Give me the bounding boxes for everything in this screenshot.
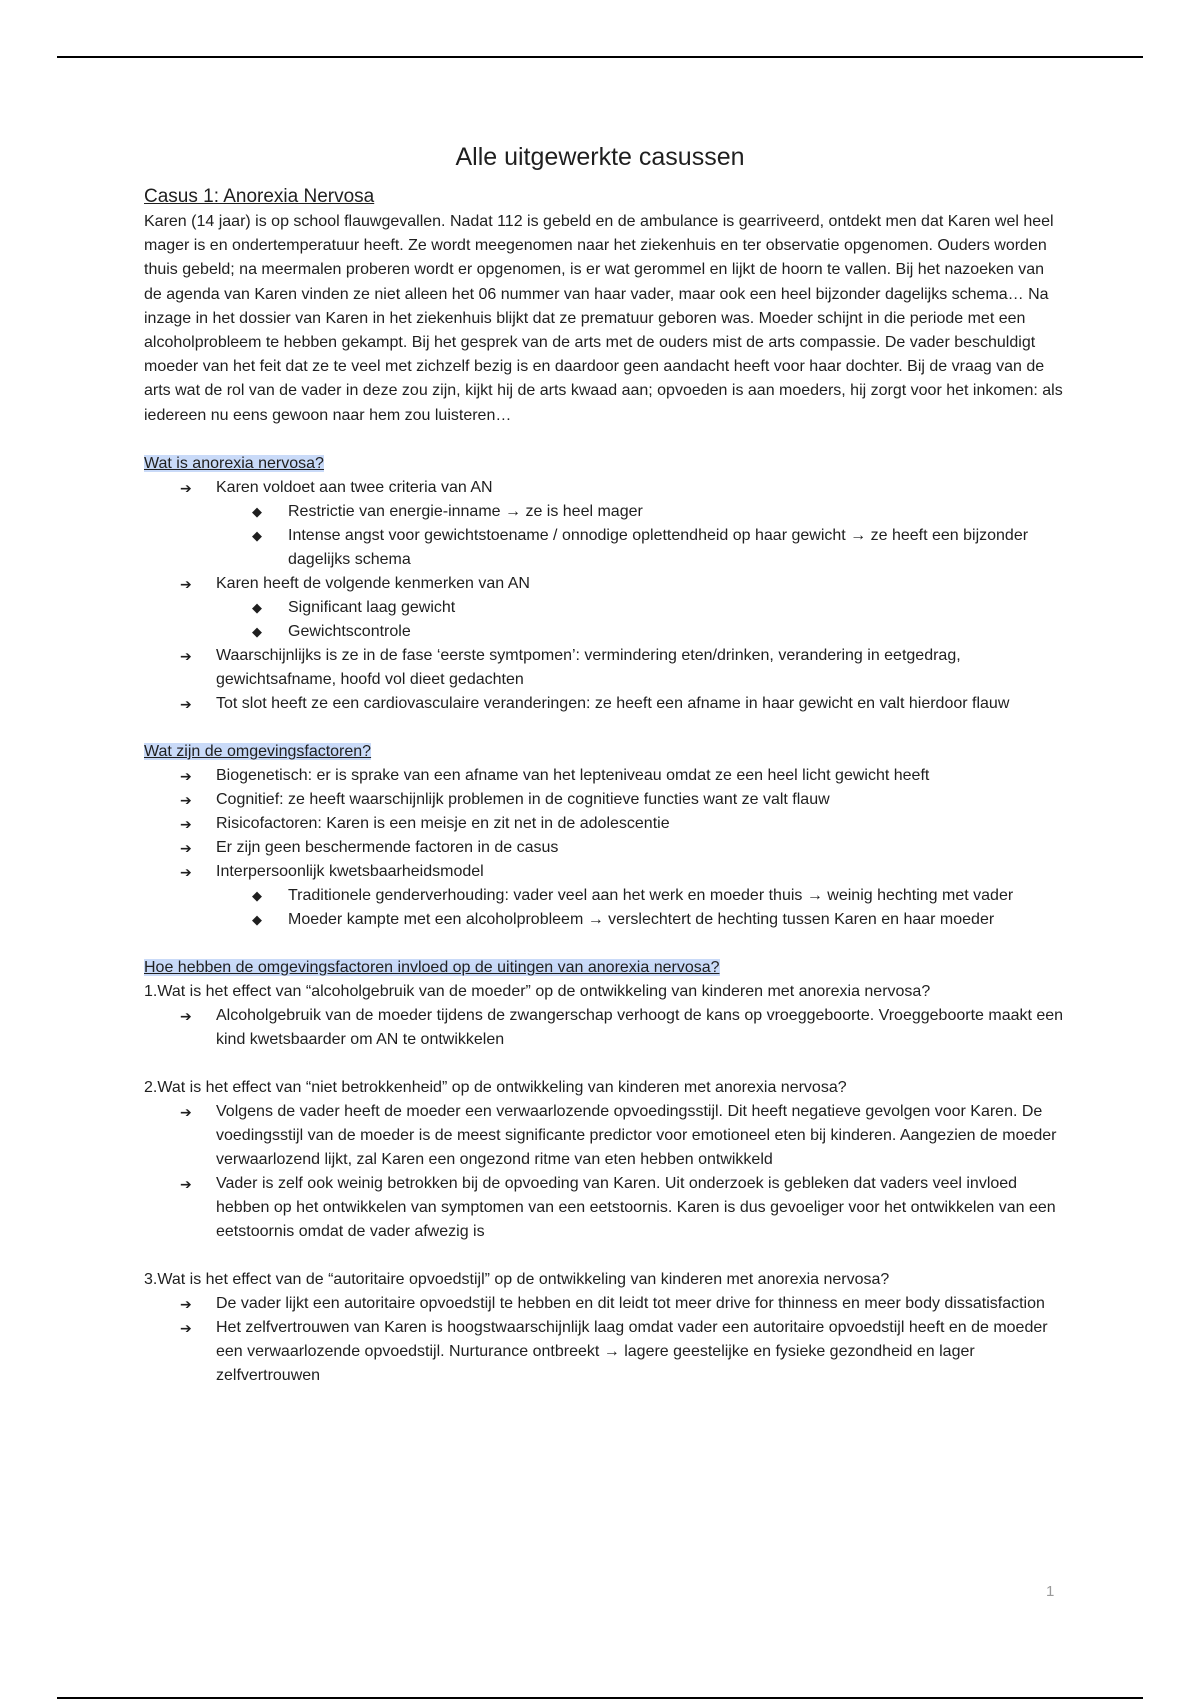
section-heading-highlighted: Wat zijn de omgevingsfactoren? <box>144 742 372 760</box>
sub-list-item <box>216 620 1064 644</box>
list-item-text: Karen heeft de volgende kenmerken van AN <box>216 574 530 592</box>
list-item-text: Cognitief: ze heeft waarschijnlijk problemen in de cognitieve functies want ze valt flauw <box>216 790 830 808</box>
list-item-text: Interpersoonlijk kwetsbaarheidsmodel <box>216 862 484 880</box>
case-heading: Casus 1: Anorexia Nervosa <box>144 186 375 207</box>
sub-list-item-text: Restrictie van energie-inname → ze is heel mager <box>288 502 643 520</box>
list-item-text: Alcoholgebruik van de moeder tijdens de zwangerschap verhoogt de kans op vroeggeboorte. Vroeggeboorte maakt een kind kwetsbaarder om AN te ontwikkelen <box>216 1006 1064 1048</box>
sub-list <box>216 596 1064 644</box>
page-number: 1 <box>1046 1583 1055 1600</box>
diamond-icon: ◆ <box>252 503 262 519</box>
diamond-icon: ◆ <box>252 623 262 639</box>
section-heading-highlighted: Hoe hebben de omgevingsfactoren invloed op de uitingen van anorexia nervosa? <box>144 958 720 976</box>
list-item <box>144 860 1064 932</box>
list-item <box>144 764 1064 788</box>
arrow-icon: ➔ <box>180 479 192 496</box>
sub-list <box>216 884 1064 932</box>
arrow-list <box>144 764 1064 932</box>
list-item-text: Er zijn geen beschermende factoren in de casus <box>216 838 559 856</box>
page-title: Alle uitgewerkte casussen <box>455 143 745 171</box>
arrow-icon: ➔ <box>180 575 192 592</box>
list-item <box>144 1316 1064 1388</box>
list-item <box>144 692 1064 716</box>
diamond-icon: ◆ <box>252 887 262 903</box>
sub-list-item-text: Intense angst voor gewichtstoename / onnodige oplettendheid op haar gewicht → ze heeft een bijzonder dagelijks schema <box>288 526 1029 568</box>
list-item <box>144 572 1064 644</box>
diamond-icon: ◆ <box>252 911 262 927</box>
arrow-icon: ➔ <box>180 1007 192 1024</box>
arrow-list <box>144 1004 1064 1052</box>
list-item-text: Het zelfvertrouwen van Karen is hoogstwaarschijnlijk laag omdat vader een autoritaire opvoedstijl heeft en de moeder een verwaarlozende opvoedstijl. Nurturance ontbreekt → lagere geestelijke en fysieke gezondheid en lager zelfvertrouwen <box>216 1318 1048 1384</box>
list-item <box>144 812 1064 836</box>
sub-list <box>216 500 1064 572</box>
arrow-icon: ➔ <box>180 791 192 808</box>
diamond-icon: ◆ <box>252 599 262 615</box>
list-item-text: Risicofactoren: Karen is een meisje en zit net in de adolescentie <box>216 814 670 832</box>
sub-question-block <box>144 1268 1064 1388</box>
diamond-icon: ◆ <box>252 527 262 543</box>
sub-question-block <box>144 980 1064 1052</box>
arrow-icon: ➔ <box>180 1319 192 1336</box>
arrow-icon: ➔ <box>180 815 192 832</box>
list-item-text: Tot slot heeft ze een cardiovasculaire veranderingen: ze heeft een afname in haar gewicht en valt hierdoor flauw <box>216 694 1010 712</box>
section-anorexia-definition <box>144 452 1064 716</box>
list-item <box>144 836 1064 860</box>
sub-list-item-text: Gewichtscontrole <box>288 622 411 640</box>
sub-question: 1.Wat is het effect van “alcoholgebruik van de moeder” op de ontwikkeling van kinderen met anorexia nervosa? <box>144 982 931 1000</box>
list-item-text: De vader lijkt een autoritaire opvoedstijl te hebben en dit leidt tot meer drive for thinness en meer body dissatisfaction <box>216 1294 1045 1312</box>
arrow-icon: ➔ <box>180 695 192 712</box>
sub-question: 2.Wat is het effect van “niet betrokkenheid” op de ontwikkeling van kinderen met anorexia nervosa? <box>144 1078 847 1096</box>
sub-list-item <box>216 596 1064 620</box>
arrow-icon: ➔ <box>180 1295 192 1312</box>
arrow-list <box>144 476 1064 716</box>
sub-list-item <box>216 884 1064 908</box>
top-rule <box>57 56 1143 58</box>
sub-list-item-text: Moeder kampte met een alcoholprobleem → verslechtert de hechting tussen Karen en haar moeder <box>288 910 995 928</box>
section-influence <box>144 956 1064 1388</box>
list-item <box>144 1100 1064 1172</box>
list-item <box>144 644 1064 692</box>
arrow-icon: ➔ <box>180 1103 192 1120</box>
list-item <box>144 476 1064 572</box>
list-item-text: Karen voldoet aan twee criteria van AN <box>216 478 493 496</box>
sub-question-block <box>144 1076 1064 1244</box>
section-environmental-factors <box>144 740 1064 932</box>
sub-list-item <box>216 908 1064 932</box>
list-item-text: Biogenetisch: er is sprake van een afname van het lepteniveau omdat ze een heel licht gewicht heeft <box>216 766 930 784</box>
list-item-text: Vader is zelf ook weinig betrokken bij de opvoeding van Karen. Uit onderzoek is gebleken dat vaders veel invloed hebben op het ontwikkelen van symptomen van een eetstoornis. Karen is dus gevoeliger voor het ontwikkelen van een eetstoornis omdat de vader afwezig is <box>216 1174 1056 1240</box>
sub-list-item <box>216 500 1064 524</box>
case-intro: Karen (14 jaar) is op school flauwgevallen. Nadat 112 is gebeld en de ambulance is gearriveerd, ontdekt men dat Karen wel heel mager is en ondertemperatuur heeft. Ze wordt meegenomen naar het ziekenhuis en ter observatie opgenomen. Ouders worden thuis gebeld; na meermalen proberen wordt er opgenomen, is er wat gerommel en lijkt de hoorn te vallen. Bij het nazoeken van de agenda van Karen vinden ze niet alleen het 06 nummer van haar vader, maar ook een heel bijzonder dagelijks schema… Na inzage in het dossier van Karen in het ziekenhuis blijkt dat ze prematuur geboren was. Moeder schijnt in die periode met een alcoholprobleem te hebben gekampt. Bij het gesprek van de arts met de ouders mist de arts compassie. De vader beschuldigt moeder van het feit dat ze te veel met zichzelf bezig is en daardoor geen aandacht heeft voor haar dochter. Bij de vraag van de arts wat de rol van de vader in deze zou zijn, kijkt hij de arts kwaad aan; opvoeden is aan moeders, hij zorgt voor het inkomen: als iedereen nu eens gewoon naar hem zou luisteren… <box>144 213 1063 424</box>
list-item-text: Volgens de vader heeft de moeder een verwaarlozende opvoedingsstijl. Dit heeft negatieve gevolgen voor Karen. De voedingsstijl van de moeder is de meest significante predictor voor emotioneel eten bij kinderen. Aangezien de moeder verwaarlozend lijkt, zal Karen een ongezond ritme van eten hebben ontwikkeld <box>216 1102 1057 1168</box>
sub-list-item <box>216 524 1064 572</box>
arrow-icon: ➔ <box>180 1175 192 1192</box>
arrow-icon: ➔ <box>180 767 192 784</box>
list-item <box>144 1292 1064 1316</box>
arrow-icon: ➔ <box>180 839 192 856</box>
sub-list-item-text: Significant laag gewicht <box>288 598 456 616</box>
sub-question: 3.Wat is het effect van de “autoritaire opvoedstijl” op de ontwikkeling van kinderen met anorexia nervosa? <box>144 1270 890 1288</box>
list-item <box>144 1004 1064 1052</box>
document-body <box>144 184 1064 1388</box>
sub-list-item-text: Traditionele genderverhouding: vader veel aan het werk en moeder thuis → weinig hechting met vader <box>288 886 1014 904</box>
list-item-text: Waarschijnlijks is ze in de fase ‘eerste symtpomen’: vermindering eten/drinken, verandering in eetgedrag, gewichtsafname, hoofd vol dieet gedachten <box>216 646 961 688</box>
bottom-rule <box>57 1697 1143 1699</box>
list-item <box>144 788 1064 812</box>
arrow-list <box>144 1292 1064 1388</box>
arrow-icon: ➔ <box>180 863 192 880</box>
arrow-list <box>144 1100 1064 1244</box>
section-heading-highlighted: Wat is anorexia nervosa? <box>144 454 324 472</box>
arrow-icon: ➔ <box>180 647 192 664</box>
list-item <box>144 1172 1064 1244</box>
